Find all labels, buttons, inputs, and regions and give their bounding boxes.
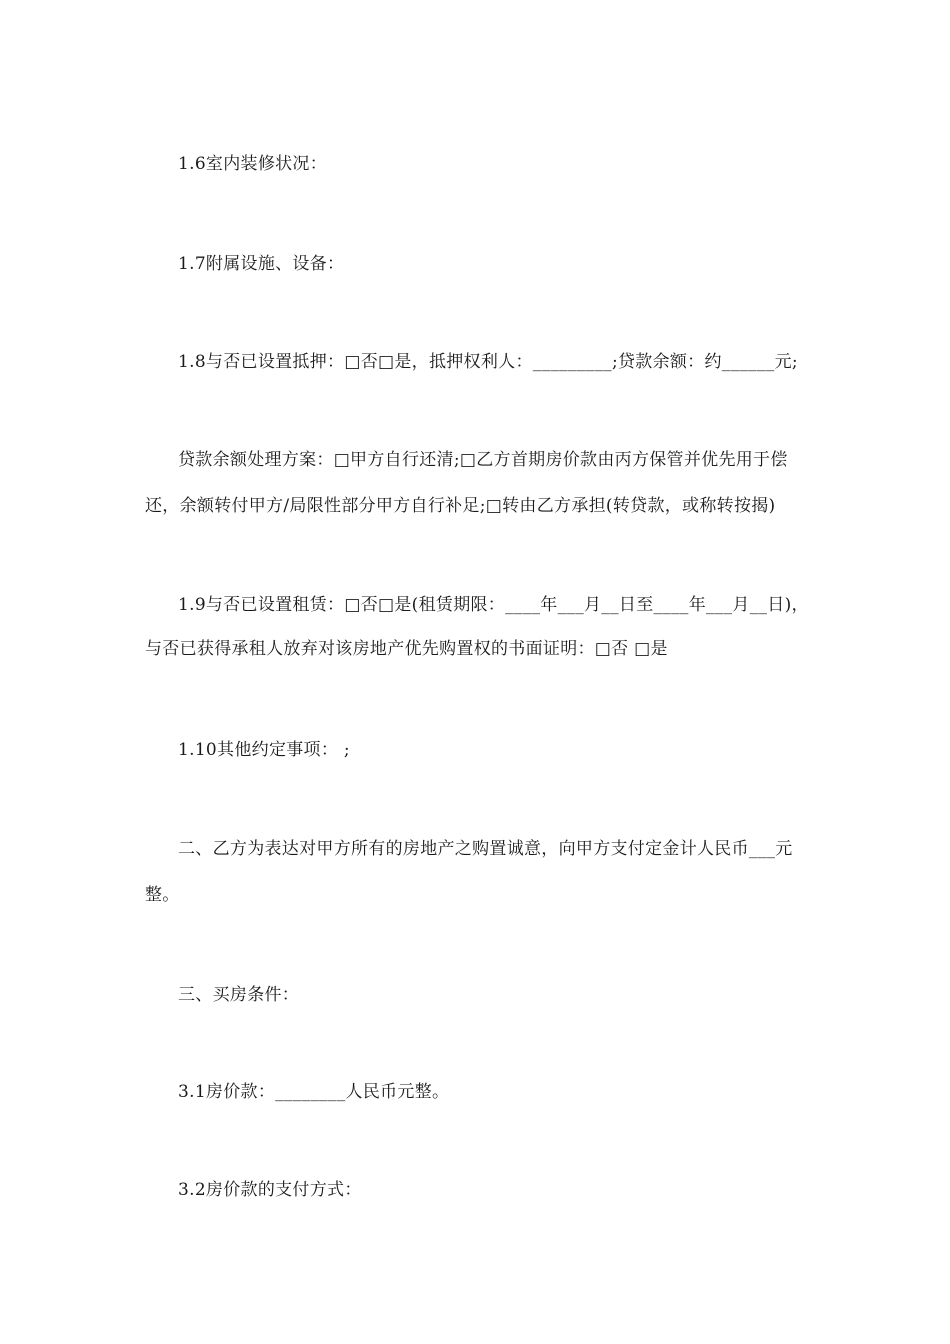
loan-plan-line-1: 贷款余额处理方案：□甲方自行还清;□乙方首期房价款由丙方保管并优先用于偿 (178, 450, 788, 470)
clause-3-1: 3.1房价款：________人民币元整。 (178, 1082, 450, 1102)
clause-1-6: 1.6室内装修状况： (178, 154, 328, 174)
clause-1-10: 1.10其他约定事项： ; (178, 740, 350, 760)
loan-plan-line-2: 还，余额转付甲方/局限性部分甲方自行补足;□转由乙方承担(转贷款，或称转按揭) (145, 496, 776, 516)
clause-1-9: 1.9与否已设置租赁：□否□是(租赁期限：____年___月__日至____年___月__日)， (178, 595, 809, 615)
clause-1-9-continued: 与否已获得承租人放弃对该房地产优先购置权的书面证明：□否 □是 (145, 639, 668, 659)
section-2-line-1: 二、乙方为表达对甲方所有的房地产之购置诚意，向甲方支付定金计人民币___元 (178, 839, 793, 859)
section-2-line-2: 整。 (145, 885, 180, 905)
section-3-heading: 三、买房条件： (178, 985, 300, 1005)
clause-1-7: 1.7附属设施、设备： (178, 254, 345, 274)
clause-3-2: 3.2房价款的支付方式： (178, 1180, 362, 1200)
clause-1-8: 1.8与否已设置抵押：□否□是，抵押权利人：_________;贷款余额：约______元; (178, 352, 798, 372)
